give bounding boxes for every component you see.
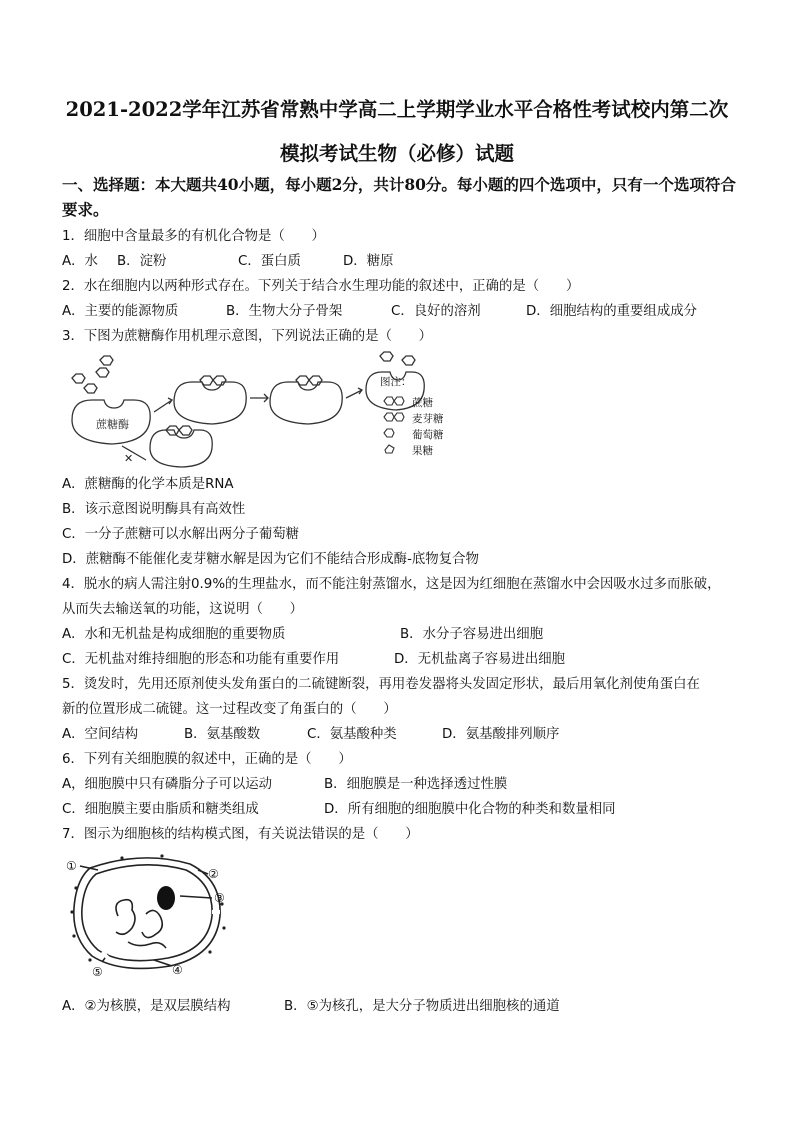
q3-option-c: C．一分子蔗糖可以水解出两分子葡萄糖 <box>62 527 299 542</box>
q7-stem: 7．图示为细胞核的结构模式图，有关说法错误的是（ ） <box>62 827 419 842</box>
label-1: ① <box>66 859 77 873</box>
glucose-icon <box>382 427 410 439</box>
legend-item-fructose <box>380 443 470 459</box>
q4-stem-line-2: 从而失去输送氧的功能，这说明（ ） <box>62 602 304 617</box>
label-3: ③ <box>214 891 225 905</box>
q6-option-a: A，细胞膜中只有磷脂分子可以运动 <box>62 777 273 792</box>
q4-option-b: B．水分子容易进出细胞 <box>400 627 544 642</box>
q6-option-d: D．所有细胞的细胞膜中化合物的种类和数量相同 <box>324 802 616 817</box>
arrow-1 <box>154 400 172 412</box>
enzyme-shape-2 <box>174 382 246 424</box>
q7-option-b: B．⑤为核孔，是大分子物质进出细胞核的通道 <box>284 999 560 1014</box>
legend-item-glucose <box>380 427 470 443</box>
q7-option-a: A．②为核膜，是双层膜结构 <box>62 999 231 1014</box>
maltose-icon <box>382 411 410 423</box>
enzyme-shape-5 <box>150 430 212 467</box>
q2-option-a: A．主要的能源物质 <box>62 304 179 319</box>
enzyme-label: 蔗糖酶 <box>96 418 129 431</box>
q4-option-a: A．水和无机盐是构成细胞的重要物质 <box>62 627 286 642</box>
legend-label: 蔗糖 <box>412 397 433 409</box>
q3-legend <box>380 374 470 459</box>
sucrose-icon <box>382 395 410 407</box>
fructose-icon <box>382 443 410 455</box>
q2-stem: 2．水在细胞内以两种形式存在。下列关于结合水生理功能的叙述中，正确的是（ ） <box>62 279 580 294</box>
q3-option-b: B．该示意图说明酶具有高效性 <box>62 502 246 517</box>
q5-option-a: A．空间结构 <box>62 727 139 742</box>
nucleolus <box>157 886 175 910</box>
q5-option-d: D．氨基酸排列顺序 <box>442 727 560 742</box>
q5-option-b: B．氨基酸数 <box>184 727 261 742</box>
q2-option-c: C．良好的溶剂 <box>391 304 481 319</box>
q4-option-c: C．无机盐对维持细胞的形态和功能有重要作用 <box>62 652 340 667</box>
legend-title: 图注： <box>380 376 412 388</box>
q5-stem-line-2: 新的位置形成二硫键。这一过程改变了角蛋白的（ ） <box>62 702 397 717</box>
chromatin <box>116 900 166 948</box>
q3-option-a: A．蔗糖酶的化学本质是RNA <box>62 477 234 492</box>
q2-option-b: B．生物大分子骨架 <box>226 304 343 319</box>
section-header: 一、选择题：本大题共40小题，每小题2分，共计80分。每小题的四个选项中，只有一个选项符合要求。 <box>62 175 736 219</box>
q1-option-a: A．水 <box>62 254 98 269</box>
q5-stem-line-1: 5．烫发时，先用还原剂使头发角蛋白的二硫键断裂，再用卷发器将头发固定形状，最后用氧化剂使角蛋白在 <box>62 677 700 692</box>
title-line-1: 2021-2022学年江苏省常熟中学高二上学期学业水平合格性考试校内第二次 <box>65 98 729 121</box>
q6-option-b: B．细胞膜是一种选择透过性膜 <box>324 777 508 792</box>
blocked-mark: ✕ <box>124 452 134 465</box>
q1-option-b: B．淀粉 <box>117 254 167 269</box>
q1-stem: 1．细胞中含量最多的有机化合物是（ ） <box>62 229 325 244</box>
q2-option-d: D．细胞结构的重要组成成分 <box>526 304 697 319</box>
legend-label: 麦芽糖 <box>412 413 444 425</box>
q6-stem: 6．下列有关细胞膜的叙述中，正确的是（ ） <box>62 752 352 767</box>
enzyme-shape-3 <box>270 382 342 424</box>
legend-item-maltose <box>380 411 470 427</box>
legend-label: 果糖 <box>412 445 433 457</box>
label-5: ⑤ <box>92 965 103 979</box>
q7-nucleus-diagram <box>62 852 242 980</box>
q3-stem: 3．下图为蔗糖酶作用机理示意图，下列说法正确的是（ ） <box>62 329 433 344</box>
label-2: ② <box>208 867 219 881</box>
title-line-2: 模拟考试生物（必修）试题 <box>279 142 514 165</box>
nuclear-pore <box>102 952 108 958</box>
legend-label: 葡萄糖 <box>412 429 444 441</box>
label-4: ④ <box>172 963 183 977</box>
q6-option-c: C．细胞膜主要由脂质和糖类组成 <box>62 802 259 817</box>
q4-stem-line-1: 4．脱水的病人需注射0.9%的生理盐水，而不能注射蒸馏水，这是因为红细胞在蒸馏水中会因吸水过多而胀破， <box>62 577 721 592</box>
q1-option-c: C．蛋白质 <box>238 254 301 269</box>
q3-option-d: D．蔗糖酶不能催化麦芽糖水解是因为它们不能结合形成酶-底物复合物 <box>62 552 479 567</box>
q4-option-d: D．无机盐离子容易进出细胞 <box>394 652 565 667</box>
q5-option-c: C．氨基酸种类 <box>307 727 397 742</box>
legend-item-sucrose <box>380 395 470 411</box>
q1-option-d: D．糖原 <box>343 254 394 269</box>
